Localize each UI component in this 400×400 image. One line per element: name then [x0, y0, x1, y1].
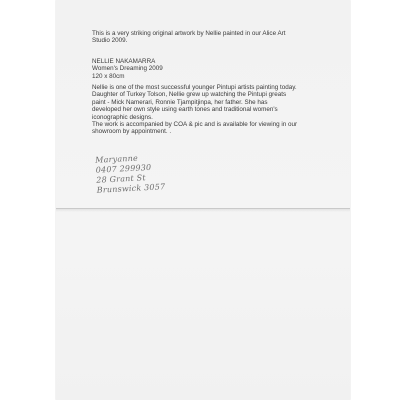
paper-fold-shadow	[56, 209, 350, 212]
artist-biography: Nellie is one of the most successful younger Pintupi artists painting today. Daughter of Turkey Tolson, Nellie grew up watching the Pintupi greats paint - Mick Namerari, Ronnie Tjampitjinpa, her father. She has developed her own style using earth tones and traditional women's iconographic designs.	[92, 84, 297, 121]
artwork-details: NELLIE NAKAMARRA Women's Dreaming 2009 120 x 80cm	[92, 58, 163, 80]
printed-letter-sheet	[56, 0, 350, 400]
handwritten-contact-note: Maryanne 0407 299930 28 Grant St Brunswick 3057	[95, 153, 166, 195]
closing-paragraph: The work is accompanied by COA & pic and is available for viewing in our showroom by appointment. .	[92, 121, 298, 136]
intro-paragraph: This is a very striking original artwork by Nellie painted in our Alice Art Studio 2009.	[92, 30, 286, 45]
